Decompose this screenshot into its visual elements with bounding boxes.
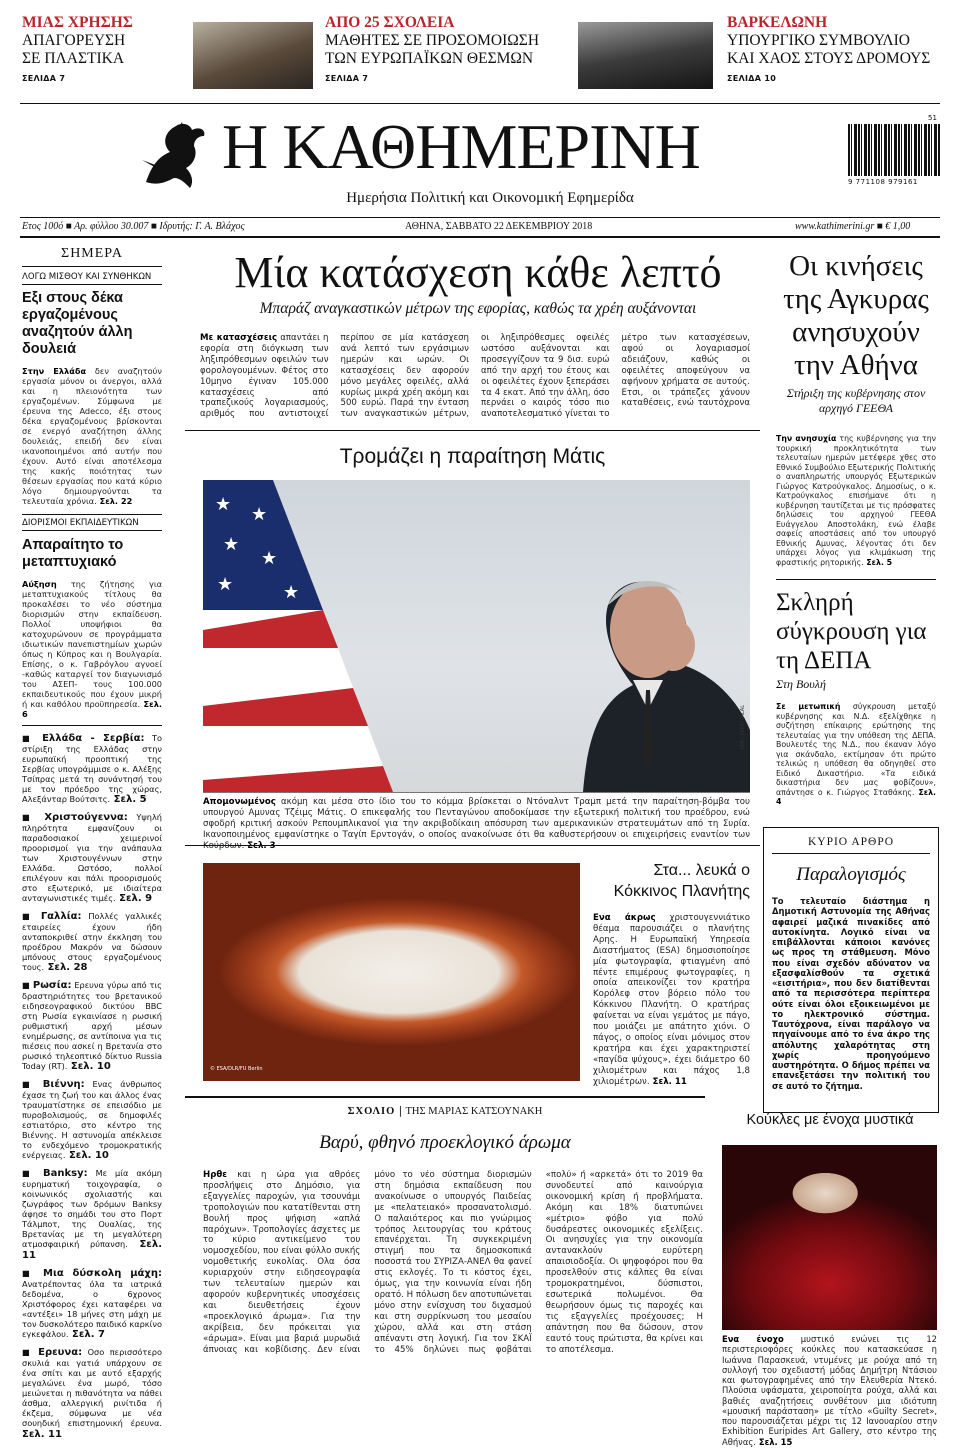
svg-text:★: ★ xyxy=(215,494,232,515)
bullet-lead: Ελλάδα - Σερβία: xyxy=(42,733,145,744)
mars-headline[interactable]: Στα... λευκά ο Κόκκινος Πλανήτης xyxy=(613,862,750,900)
bullet-lead: Ρωσία: xyxy=(32,980,72,991)
dolls-body: Ενα ένοχο μυστικό ενώνει τις 12 περιστεριοφόρες κούκλες που κατασκεύασε η Ιωάννα Παρασκευά, ντυμένες με ρούχα από τη συλλογή του σχεδιαστή μόδας Δημήτρη Ντάσιου και φωτογραφημένες από την Ελευθερία Ντεκό. Πλούσια υφάσματα, χειροποίητα ρούχα, αλλά και βαθιές αναζητήσεις συνθέτουν μια ιδιότυπη «μουσική παράσταση» με τίτλο «Guilty Secret», που παρουσιάζεται μέχρι τις 12 Ιανουαρίου στην Εxhibition Εuripides Αrt Gallery, στο κέντρο της Αθήνας. Σελ. 15 xyxy=(722,1334,937,1447)
barcode xyxy=(848,124,940,176)
bullet-ref: Σελ. 11 xyxy=(22,1239,162,1261)
teaser-title: ΑΠΑΓΟΡΕΥΣΗ ΣΕ ΠΛΑΣΤΙΚΑ xyxy=(22,32,126,67)
story-headline[interactable]: Απαραίτητο το μεταπτυχιακό xyxy=(22,537,124,570)
divider xyxy=(185,430,760,431)
svg-text:★: ★ xyxy=(261,548,278,569)
news-bullet[interactable] xyxy=(22,733,162,805)
story-deck: Στήριξη της κυβέρνησης στον αρχηγό ΓΕΕΘΑ xyxy=(786,386,926,415)
bullet-square-icon: ■ xyxy=(22,1347,39,1357)
bullet-square-icon: ■ xyxy=(22,1268,44,1278)
bullet-square-icon: ■ xyxy=(22,980,33,990)
divider xyxy=(203,792,750,793)
story-headline[interactable]: Σκληρή σύγκρουση για τη ΔΕΠΑ xyxy=(776,589,927,675)
news-bullet[interactable] xyxy=(22,812,162,904)
us-flag-icon xyxy=(203,480,750,792)
comment-body: Ηρθε και η ώρα για αθρόες προσλήψεις στο Δημόσιο, για εξαγγελίες παροχών, για τσουνάμι τροπολογιών που κατατίθενται στη Βουλή προς ψήφιση «απλά παρόχων». Τροπολογίες άσχετες με το κύριο αντικείμενο του νομοσχεδίου, που είναι φύλλο συκής νομοθετικής ευκολίας. Ολα όσα κυριαρχούν στην ειδησεογραφία των τελευταίων ημερών και αφορούν κυβερνητικές υποσχέσεις και διευθετήσεις έχουν «προεκλογικό άρωμα». Για την ακρίβεια, δεν πρόκειται για «άρωμα». Είναι μια βαριά μυρωδιά άπνοιας και κοβίδισης. Δεν είναι μόνο το νέο σύστημα διορισμών στη δημόσια εκπαίδευση που ανακοίνωσε ο υπουργός Παιδείας με «πελατειακό» προσανατολισμό. Ο παλαιότερος και πιο γνώριμος τρόπος λειτουργίας του κράτους επανέρχεται. Τη συγκεκριμένη στιγμή που τα δημοσκοπικά ποσοστά του ΣΥΡΙΖΑ-ΑΝΕΛ θα φανεί στις εκλογές. Το τι κόστος έχει, όμως, για την κοινωνία είναι ήδη ορατό. Η πόλωση δεν αποτυπώνεται μόνο στην ενίσχυση του διχασμού και στη συρρίκνωση του μεσαίου χώρου, αλλά και στη στάση απέναντι στη λογική. Για τον ΣΚΑΪ το 45% δηλώνει πως φοβάται «πολύ» ή «αρκετά» ότι το 2019 θα συνοδευτεί από καινούργια οικονομική κρίση ή προβλήματα. Ακόμη και 18% διατυπώνει «μέτριο» φόβο για πολύ δυσάρεστες οικονομικές εξελίξεις. Οι ανησυχίες για την οικονομία αντανακλούν ευρύτερη απαισιοδοξία. Οι ψηφοφόροι που θα προσελθούν στις κάλπες θα είναι τρομοκρατημένοι, δύσπιστοι, εσωτερικά πολωμένοι. Θα θεωρήσουν όμως τις παροχές και τις εξαγγελίες προέχουσες; Η απάντηση που θα δώσουν, στον εαυτό τους πρώτιστα, θα κρίνει και το αποτέλεσμα. xyxy=(203,1170,703,1355)
teaser-schools[interactable] xyxy=(325,14,565,83)
bullet-lead: Γαλλία: xyxy=(40,911,82,922)
divider xyxy=(185,1096,705,1098)
mattis-headline[interactable]: Τρομάζει η παραίτηση Μάτις xyxy=(339,445,606,468)
bullet-text: Ερευνα γύρω από τις δραστηριότητες του βρετανικού ειδησεογραφικού δικτύου BBC στη Ρωσία εγκαινίασε η ρωσική ρυθμιστική αρχή μέσων ενημέρωσης, σε αντίποινα για τις πιέσεις που ασκεί η Βρετανία στο ρωσικό τηλεοπτικό δίκτυο Russia Today (RT). xyxy=(22,980,162,1071)
bullet-ref: Σελ. 28 xyxy=(44,962,88,973)
news-bullet[interactable] xyxy=(22,1079,162,1161)
bullet-square-icon: ■ xyxy=(22,1079,43,1089)
section-kicker: ΔΙΟΡΙΣΜΟΙ ΕΚΠΑΙΔΕΥΤΙΚΩΝ xyxy=(22,514,162,531)
story-headline[interactable]: Οι κινήσεις της Αγκυρας ανησυχούν την Αθήνα xyxy=(783,250,929,381)
griffin-logo-icon xyxy=(136,116,212,194)
dolls-photo xyxy=(722,1145,937,1330)
right-column xyxy=(776,250,936,807)
dateline-center: ΑΘΗΝΑ, ΣΑΒΒΑΤΟ 22 ΔΕΚΕΜΒΡΙΟΥ 2018 xyxy=(405,221,593,232)
masthead-title[interactable]: Η ΚΑΘΗΜΕΡΙΝΗ xyxy=(222,111,700,182)
bullet-lead: Βιέννη: xyxy=(42,1079,85,1090)
dateline-right[interactable]: www.kathimerini.gr ■ € 1,00 xyxy=(795,221,911,232)
bullet-square-icon: ■ xyxy=(22,1168,44,1178)
divider xyxy=(185,845,760,846)
editorial-title[interactable]: Παραλογισμός xyxy=(796,864,906,885)
story-deck: Στη Βουλή xyxy=(776,677,826,692)
teaser-page: ΣΕΛΙΔΑ 7 xyxy=(325,74,369,83)
dateline-rule xyxy=(20,217,940,218)
teaser-heading: ΜΙΑΣ ΧΡΗΣΗΣ xyxy=(22,14,133,31)
story-body: Σε μετωπική σύγκρουση μεταξύ κυβέρνησης και Ν.Δ. εξελίχθηκε η συζήτηση επίκαιρης ερώτησης της τελευταίας για την υπόθεση της ΔΕΠΑ. Βουλευτές της Ν.Δ., που έκαναν λόγο για σκάνδαλο, εκτίμησαν ότι πρώτο τελικώς η υπόθεση θα οδηγηθεί στο Ειδικό Δικαστήριο. «Τα ειδικά δικαστήρια δεν μας φοβίζουν», απάντησε ο κ. Γιώργος Σταθάκης. Σελ. 4 xyxy=(776,702,937,807)
svg-text:★: ★ xyxy=(223,534,240,555)
bullet-ref: Σελ. 10 xyxy=(65,1150,109,1161)
svg-text:★: ★ xyxy=(283,582,300,603)
bullet-ref: Σελ. 9 xyxy=(115,893,153,904)
bullet-ref: Σελ. 11 xyxy=(22,1429,62,1440)
teaser-page: ΣΕΛΙΔΑ 10 xyxy=(727,74,777,83)
bullet-text: Ανατρέποντας όλα τα ιατρικά δεδομένα, ο 6χρονος Χριστόφορος έχει καταφέρει να «αντέξει» 18 μήνες στη μάχη με τον δυσκολότερο παιδικό καρκίνο εγκεφάλου. xyxy=(22,1279,162,1339)
bullet-text: Υψηλή πληρότητα εμφανίζουν οι παραδοσιακοί χειμερινοί προορισμοί για την ανάπαυλα των Χριστουγέννων στην Ελλάδα. Ωστόσο, πολλοί επιλέγουν και πάλι προορισμούς στο εξωτερικό, με ιδιαίτερα ανταγωνιστικές τιμές. xyxy=(22,812,162,903)
bullet-lead: Χριστούγεννα: xyxy=(44,812,128,823)
bullet-square-icon: ■ xyxy=(22,911,41,921)
teaser-title: ΜΑΘΗΤΕΣ ΣΕ ΠΡΟΣΟΜΟΙΩΣΗ ΤΩΝ ΕΥΡΩΠΑΪΚΩΝ ΘΕΣΜΩΝ xyxy=(325,32,540,67)
dolls-headline[interactable]: Κούκλες με ένοχα μυστικά xyxy=(746,1112,914,1128)
bullet-text: Το στίριξη της Ελλάδας στην ευρωπαϊκή προοπτική της Σερβίας υπογράμμισε ο κ. Αλέξης Τσίπρας μετά τη συνάντησή του με τον πρόεδρο της χώρας, Αλεξάνταρ Βούτσιτς. xyxy=(22,733,162,804)
teaser-plastics[interactable] xyxy=(22,14,172,83)
editorial-label: ΚΥΡΙΟ ΑΡΘΡΟ xyxy=(772,836,930,854)
lead-deck: Μπαράζ αναγκαστικών μέτρων της εφορίας, καθώς τα χρέη αυξάνονται xyxy=(259,300,697,317)
teaser-heading: ΑΠΟ 25 ΣΧΟΛΕΙΑ xyxy=(325,14,455,31)
bullet-text: Οσο περισσότερο σκυλιά και γατιά υπάρχουν σε ένα σπίτι και με αυτό εξαρχής μεγαλώνει ένα μωρό, τόσο μειώνεται η πιθανότητα να πάθει άσθμα, αλλεργική ρινίτιδα ή έκζεμα, σύμφωνα με νέα σουηδική επιστημονική έρευνα. xyxy=(22,1347,162,1428)
divider xyxy=(22,725,162,726)
students-photo xyxy=(193,22,313,89)
bullet-square-icon: ■ xyxy=(22,812,45,822)
today-label: ΣΗΜΕΡΑ xyxy=(22,246,162,267)
masthead-subtitle: Ημερήσια Πολιτική και Οικονομική Εφημερίδα xyxy=(346,190,634,206)
bullet-text: Με μία ακόμη ευρηματική τοιχογραφία, ο κοινωνικός σχολιαστής και ζωγράφος των δρόμων Banksy άφησε το σημάδι του στο Πορτ Τάλμποτ, της Ουαλίας, της Βρετανίας με τη μεγαλύτερη ατμοσφαιρική ρύπανση. xyxy=(22,1168,163,1249)
mars-crater-photo xyxy=(203,863,580,1081)
teaser-page: ΣΕΛΙΔΑ 7 xyxy=(22,74,66,83)
mattis-caption: Απομονωμένος ακόμη και μέσα στο ίδιο του το κόμμα βρίσκεται ο Ντόναλντ Τραμπ μετά την παραίτηση-βόμβα του υπουργού Αμυνας Τζέιμς Μάτις. Ο επικεφαλής του Πενταγώνου αποδοκίμασε την εξωτερική πολιτική του προέδρου, ενώ σφοδρή κριτική ασκούν Ρεπουμπλικανοί για την ακριβοδίκαιη απόσυρση των αμερικανικών στρατευμάτων από τη Συρία. Ικανοποιημένος εμφανίστηκε ο Ταγίπ Ερντογάν, ο οποίος ανακοίνωσε ότι θα καθυστερήσουν οι επιχειρήσεις εναντίον των xyxy=(203,797,750,840)
photo-credit: © ESA/DLR/FU Berlin xyxy=(210,1066,263,1072)
bullet-text: Πολλές γαλλικές εταιρείες έχουν ήδη ανταποκριθεί στην έκκληση του προέδρου Μακρόν να δώσουν μπόνους στους εργαζομένους τους. xyxy=(22,911,162,972)
bullet-ref: Σελ. 10 xyxy=(67,1061,111,1072)
section-kicker: ΛΟΓΩ ΜΙΣΘΟΥ ΚΑΙ ΣΥΝΘΗΚΩΝ xyxy=(22,272,162,285)
news-bullet[interactable] xyxy=(22,1168,162,1261)
svg-text:★: ★ xyxy=(217,574,234,595)
editorial-box xyxy=(763,827,939,1113)
bullet-square-icon: ■ xyxy=(22,733,43,743)
bullet-lead: Banksy: xyxy=(43,1168,88,1179)
editorial-body: Το τελευταίο διάστημα η Δημοτική Αστυνομία της Αθήνας αφαιρεί μαζικά πινακίδες από αυτοκίνητα. Λογικό είναι να επιβάλλονται κάποιοι κανόνες ως προς τη στάθμευση. Μόνο που είναι σχεδόν αδύνατον να εξασφαλίσθούν τα σχετικά «εισιτήρια», που δεν διατίθενται από τα περισσότερα περίπτερα ούτε είναι όλοι εξοικειωμένοι με το ηλεκτρονικό σύστημα. Ταυτόχρονα, είναι παράλογο να πηγαίνουμε από το ένα άκρο της απόλυτης χαλαρότητας στη χωρίς προηγούμενο αυστηρότητα. Ο δήμος πρέπει να επανεξετάσει την πολιτική του σε αυτό το ζήτημα. xyxy=(772,896,930,1091)
left-column xyxy=(22,246,162,1440)
barcode-number: 9 771108 979161 xyxy=(848,178,918,186)
dateline-left: Ετος 100ό ■ Αρ. φύλλου 30.007 ■ Ιδρυτής: Γ. Α. Βλάχος xyxy=(22,221,245,232)
news-bullet[interactable] xyxy=(22,911,162,973)
bullet-text: Ενας άνθρωπος έχασε τη ζωή του και άλλος ένας τραυματίστηκε σε επεισόδιο με πυροβολισμούς, σε δημοφιλές εστιατόριο, στο κέντρο της Βιέννης. Η αστυνομία απέκλεισε το ενδεχόμενο τρομοκρατικής ενέργειας. xyxy=(22,1079,163,1160)
news-bullet[interactable] xyxy=(22,1347,162,1440)
comment-label: ΣΧΟΛΙΟ | ΤΗΣ ΜΑΡΙΑΣ ΚΑΤΣΟΥΝΑΚΗ xyxy=(347,1105,543,1117)
comment-title[interactable]: Βαρύ, φθηνό προεκλογικό άρωμα xyxy=(319,1132,571,1153)
mattis-photo xyxy=(203,480,750,792)
story-body: Αύξηση της ζήτησης για μεταπτυχιακούς τίτλους θα προκαλέσει το νέο σύστημα διορισμών στην εκπαίδευση. Πολλοί υποψήφιοι θα κατοχυρώνουν σε προγράμματα ιδιωτικών πανεπιστημίων χωρών όπως η Κύπρος και η Βουλγαρία. Επίσης, ο κ. Γαβρόγλου αγνοεί -καθώς καταργεί τον διαγωνισμό του ΑΣΕΠ- τους 100.000 εκπαιδευτικούς που έχουν μικρή ή και καθόλου προϋπηρεσία. Σελ. 6 xyxy=(22,579,162,719)
teaser-barcelona[interactable] xyxy=(727,14,957,83)
teaser-title: ΥΠΟΥΡΓΙΚΟ ΣΥΜΒΟΥΛΙΟ ΚΑΙ ΧΑΟΣ ΣΤΟΥΣ ΔΡΟΜΟΥΣ xyxy=(727,32,931,67)
story-headline[interactable]: Εξι στους δέκα εργαζομένους αναζητούν άλλη δουλειά xyxy=(22,290,133,357)
news-bullets xyxy=(22,733,162,1440)
lead-body: Με κατασχέσεις απαντάει η εφορία στη διόγκωση των ληξιπρόθεσμων οφειλών των φορολογουμένων. Φέτος στο 10μηνο έγιναν 105.000 κατασχέσεις από τραπεζικούς λογαριασμούς, αριθμός που αντιστοιχεί περίπου σε μία κατάσχεση ανά λεπτό των εργάσιμων ημερών και ωρών. Οι κατασχέσεις δεν αφορούν μόνο μεγάλες οφειλές, αλλά κυρίως μικρά χρέη ακόμη και 500 ευρώ. Παρά την ένταση των αναγκαστικών μέτρων, οι ληξιπρόθεσμες οφειλές ωστόσο αυξάνονται και προσεγγίζουν τα 9 δισ. ευρώ από την αρχή του έτους και οι οφειλέτες έχουν ξεπεράσει τα 4 εκατ. Από την άλλη, όσο περνάει ο καιρός τόσο πιο αναποτελεσματικό γίνεται το μέτρο των κατασχέσεων, αφού οι λογαριασμοί αδειάζουν, καθώς οι οφειλέτες αποφεύγουν να αφήνουν χρήματα σε αυτούς. Ετσι, οι τράπεζες χάνουν καταθέσεις, ενώ ταυτόχρονα xyxy=(200,333,750,420)
dateline-rule-bottom xyxy=(20,236,940,238)
barcelona-photo xyxy=(578,22,713,89)
bullet-ref: Σελ. 7 xyxy=(68,1329,105,1340)
news-bullet[interactable] xyxy=(22,980,162,1072)
issue-number: 51 xyxy=(928,114,937,122)
story-body: Την ανησυχία της κυβέρνησης για την τουρκική προκλητικότητα των τελευταίων ημερών μετέφερε χθες στο Εθνικό Συμβούλιο Εξωτερικής Πολιτικής ο αναπληρωτής υπουργός Εξωτερικών Γιώργος Κατρούγκαλος. Δημοσίως, ο κ. Κατρούγκαλος επισήμανε ότι η κυβέρνηση ταυτίζεται με τις πρόσφατες δηλώσεις του αρχηγού ΓΕΕΘΑ Ευάγγελου Αποστολάκη, ενώ έλαβε σαφείς αποστάσεις από τον υπουργό Εθνικής Αμυνας, λέγοντας ότι δεν υπάρχει λόγος για κλιμάκωση της φραστικής ρητορικής. Σελ. 5 xyxy=(776,434,937,567)
bullet-lead: Ερευνα: xyxy=(38,1347,83,1358)
photo-credit: EPA / JIMMY JALAL xyxy=(740,705,746,750)
news-bullet[interactable] xyxy=(22,1268,162,1340)
story-body: Στην Ελλάδα δεν αναζητούν εργασία μόνον οι άνεργοι, αλλά και η πλειονότητα των εργαζομένων. Σύμφωνα με έρευνα της Adecco, έξι στους δέκα εργαζομένους βρίσκονται σε ενεργό αναζήτηση άλλης δουλειάς, επειδή δεν είναι ικανοποιημένοι από αυτήν που έχουν. Αυτό είναι αποτέλεσμα της κακής ποιότητας των θέσεων εργασίας που κατά κύριο λόγο δημιουργούνται τα τελευταία χρόνια. Σελ. 22 xyxy=(22,366,162,506)
teaser-heading: ΒΑΡΚΕΛΩΝΗ xyxy=(727,14,828,31)
bullet-ref: Σελ. 5 xyxy=(110,794,147,805)
svg-text:★: ★ xyxy=(251,504,268,525)
mars-body: Ενα άκρως χριστουγεννιάτικο θέαμα παρουσιάζει ο πλανήτης Αρης. Η Ευρωπαϊκή Υπηρεσία Διαστήματος (ESA) δημοσιοποίησε μία φωτογραφία, φτιαγμένη από πέντε επιμέρους φωτογραφίες, η οποία απεικονίζει τον κρατήρα Κορόλεφ στον βόρειο πόλο του Κόκκινου Πλανήτη. Ο κρατήρας φαίνεται να είναι γεμάτος με πάγο, που μοιάζει με απάτητο χιόνι. Ο πάγος, ο οποίος είναι μόνιμος στον κρατήρα και έχει χαρακτηριστεί «παγίδα ψύχους», έχει διάμετρο 60 χιλιομέτρων και πάχος 1,8 χιλιομέτρων. Σελ. 11 xyxy=(593,913,750,1087)
divider xyxy=(776,579,936,580)
lead-headline[interactable]: Μία κατάσχεση κάθε λεπτό xyxy=(234,248,722,297)
divider xyxy=(20,103,940,104)
bullet-lead: Μια δύσκολη μάχη: xyxy=(43,1268,162,1279)
